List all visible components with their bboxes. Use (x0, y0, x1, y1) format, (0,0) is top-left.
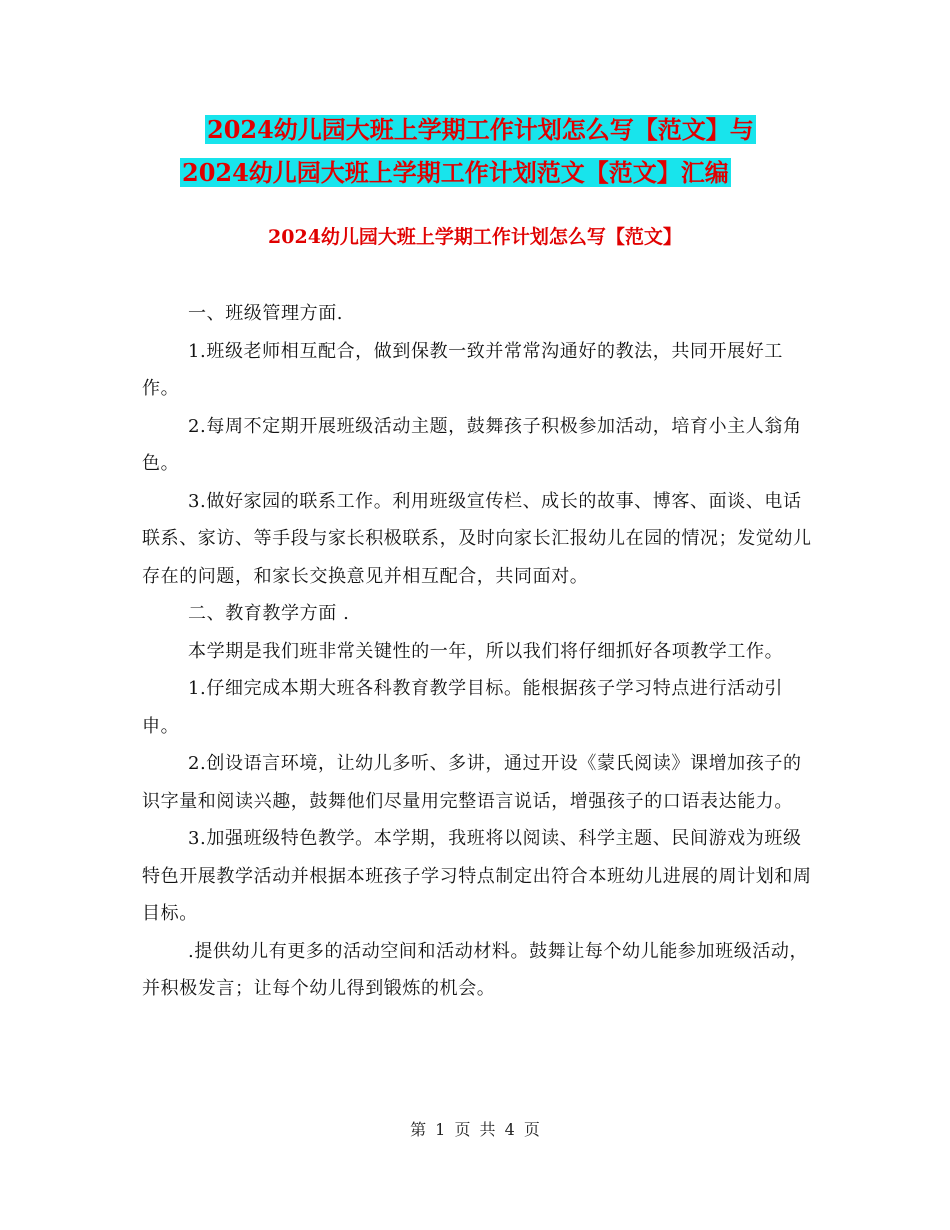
document-body (142, 295, 812, 1008)
paragraph: 2.每周不定期开展班级活动主题，鼓舞孩子积极参加活动，培育小主人翁角色。 (142, 415, 802, 474)
paragraph: .提供幼儿有更多的活动空间和活动材料。鼓舞让每个幼儿能参加班级活动，并积极发言；让每个幼儿得到锻炼的机会。 (142, 940, 809, 999)
title-highlight-1: 2024幼儿园大班上学期工作计划怎么写【范文】与 (207, 115, 754, 144)
document-title-line-2 (180, 156, 860, 190)
page-footer: 第 1 页 共 4 页 (410, 1120, 540, 1139)
paragraph: 本学期是我们班非常关键性的一年，所以我们将仔细抓好各项教学工作。 (188, 640, 784, 662)
paragraph: 2.创设语言环境，让幼儿多听、多讲，通过开设《蒙氏阅读》课增加孩子的识字量和阅读兴趣，鼓舞他们尽量用完整语言说话，增强孩子的口语表达能力。 (142, 753, 802, 812)
paragraph: 一、班级管理方面. (188, 303, 344, 324)
section-subtitle: 2024幼儿园大班上学期工作计划怎么写【范文】 (268, 226, 682, 248)
paragraph: 二、教育教学方面 . (188, 603, 350, 624)
paragraph: 3.做好家园的联系工作。利用班级宣传栏、成长的故事、博客、面谈、电话联系、家访、等手段与家长积极联系，及时向家长汇报幼儿在园的情况；发觉幼儿存在的问题，和家长交换意见并相互配合，共同面对。 (142, 490, 812, 587)
paragraph: 1.仔细完成本期大班各科教育教学目标。能根据孩子学习特点进行活动引申。 (142, 678, 783, 737)
paragraph: 3.加强班级特色教学。本学期，我班将以阅读、科学主题、民间游戏为班级特色开展教学活动并根据本班孩子学习特点制定出符合本班幼儿进展的周计划和周目标。 (142, 828, 812, 924)
title-highlight-2: 2024幼儿园大班上学期工作计划范文【范文】汇编 (182, 158, 729, 187)
paragraph: 1.班级老师相互配合，做到保教一致并常常沟通好的教法，共同开展好工作。 (142, 340, 783, 399)
document-title-line-1 (205, 113, 885, 147)
